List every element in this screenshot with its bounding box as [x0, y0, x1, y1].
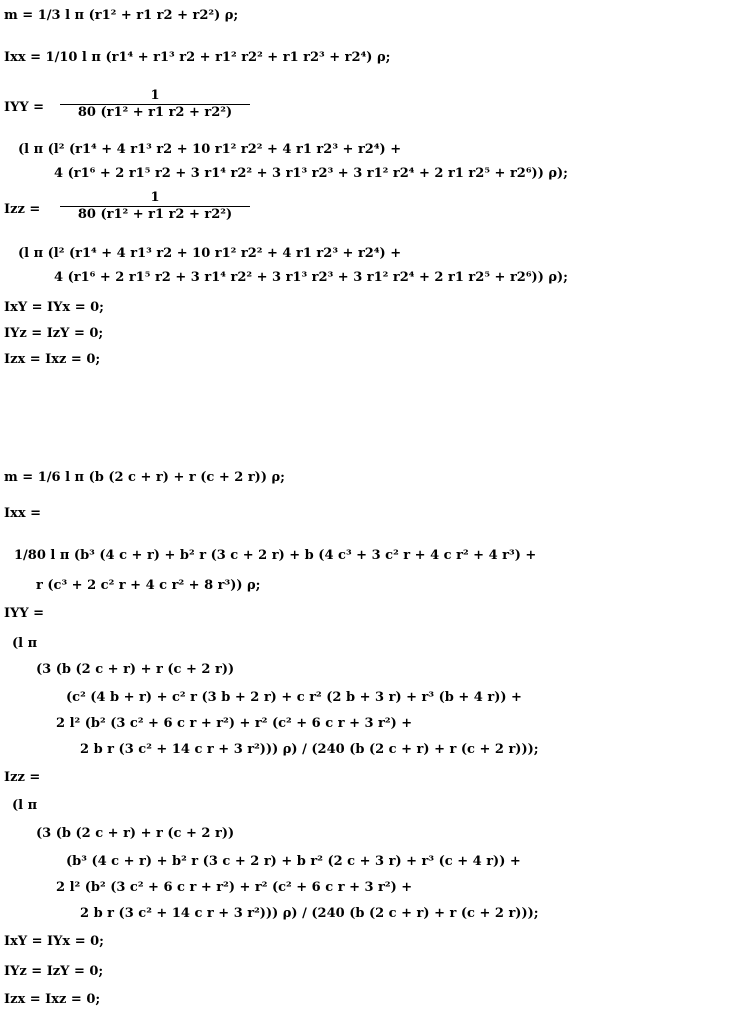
- pe-iyy-line-2: (3 (b (2 c + r) + r (c + 2 r)): [36, 662, 235, 677]
- cone-iyz-equation: IYz = IzY = 0;: [4, 326, 104, 341]
- pe-ixx-line-2: r (c³ + 2 c² r + 4 c r² + 8 r³)) ρ;: [36, 578, 261, 593]
- pe-izz-line-5: 2 b r (3 c² + 14 c r + 3 r²))) ρ) / (240 (b (2 c + r) + r (c + 2 r)));: [80, 906, 539, 921]
- pe-ixx-line-1: 1/80 l π (b³ (4 c + r) + b² r (3 c + 2 r) + b (4 c³ + 3 c² r + 4 c r² + 4 r³) +: [14, 548, 537, 563]
- cone-izz-line-2: 4 (r1⁶ + 2 r1⁵ r2 + 3 r1⁴ r2² + 3 r1³ r2³ + 3 r1² r2⁴ + 2 r1 r2⁵ + r2⁶)) ρ);: [54, 270, 568, 285]
- pe-iyz-equation: IYz = IzY = 0;: [4, 964, 104, 979]
- pe-izz-line-3: (b³ (4 c + r) + b² r (3 c + 2 r) + b r² (2 c + 3 r) + r³ (c + 4 r)) +: [66, 854, 521, 869]
- cone-iyy-head: IYY =: [4, 100, 45, 115]
- pe-iyy-head: IYY =: [4, 606, 45, 621]
- cone-iyy-line-1: (l π (l² (r1⁴ + 4 r1³ r2 + 10 r1² r2² + 4 r1 r2³ + r2⁴) +: [18, 142, 402, 157]
- pe-izz-line-1: (l π: [12, 798, 38, 813]
- cone-iyy-denominator: 80 (r1² + r1 r2 + r2²): [60, 104, 250, 121]
- cone-mass-equation: m = 1/3 l π (r1² + r1 r2 + r2²) ρ;: [4, 8, 239, 23]
- pe-izz-head: Izz =: [4, 770, 41, 785]
- cone-izx-equation: Izx = Ixz = 0;: [4, 352, 101, 367]
- cone-iyy-line-2: 4 (r1⁶ + 2 r1⁵ r2 + 3 r1⁴ r2² + 3 r1³ r2³ + 3 r1² r2⁴ + 2 r1 r2⁵ + r2⁶)) ρ);: [54, 166, 568, 181]
- pe-iyy-line-1: (l π: [12, 636, 38, 651]
- pe-izz-line-2: (3 (b (2 c + r) + r (c + 2 r)): [36, 826, 235, 841]
- cone-ixy-equation: IxY = IYx = 0;: [4, 300, 104, 315]
- pe-izz-line-4: 2 l² (b² (3 c² + 6 c r + r²) + r² (c² + 6 c r + 3 r²) +: [56, 880, 413, 895]
- cone-izz-head: Izz =: [4, 202, 41, 217]
- pe-iyy-line-5: 2 b r (3 c² + 14 c r + 3 r²))) ρ) / (240 (b (2 c + r) + r (c + 2 r)));: [80, 742, 539, 757]
- cone-ixx-equation: Ixx = 1/10 l π (r1⁴ + r1³ r2 + r1² r2² + r1 r2³ + r2⁴) ρ;: [4, 50, 391, 65]
- pe-ixy-equation: IxY = IYx = 0;: [4, 934, 104, 949]
- pe-izx-equation: Izx = Ixz = 0;: [4, 992, 101, 1007]
- cone-izz-line-1: (l π (l² (r1⁴ + 4 r1³ r2 + 10 r1² r2² + 4 r1 r2³ + r2⁴) +: [18, 246, 402, 261]
- cone-izz-numerator: 1: [150, 190, 160, 205]
- pe-iyy-line-4: 2 l² (b² (3 c² + 6 c r + r²) + r² (c² + 6 c r + 3 r²) +: [56, 716, 413, 731]
- cone-iyy-numerator: 1: [150, 88, 160, 103]
- pe-mass-equation: m = 1/6 l π (b (2 c + r) + r (c + 2 r)) ρ;: [4, 470, 285, 485]
- pe-ixx-head: Ixx =: [4, 506, 42, 521]
- cone-izz-denominator: 80 (r1² + r1 r2 + r2²): [60, 206, 250, 223]
- pe-iyy-line-3: (c² (4 b + r) + c² r (3 b + 2 r) + c r² (2 b + 3 r) + r³ (b + 4 r)) +: [66, 690, 522, 705]
